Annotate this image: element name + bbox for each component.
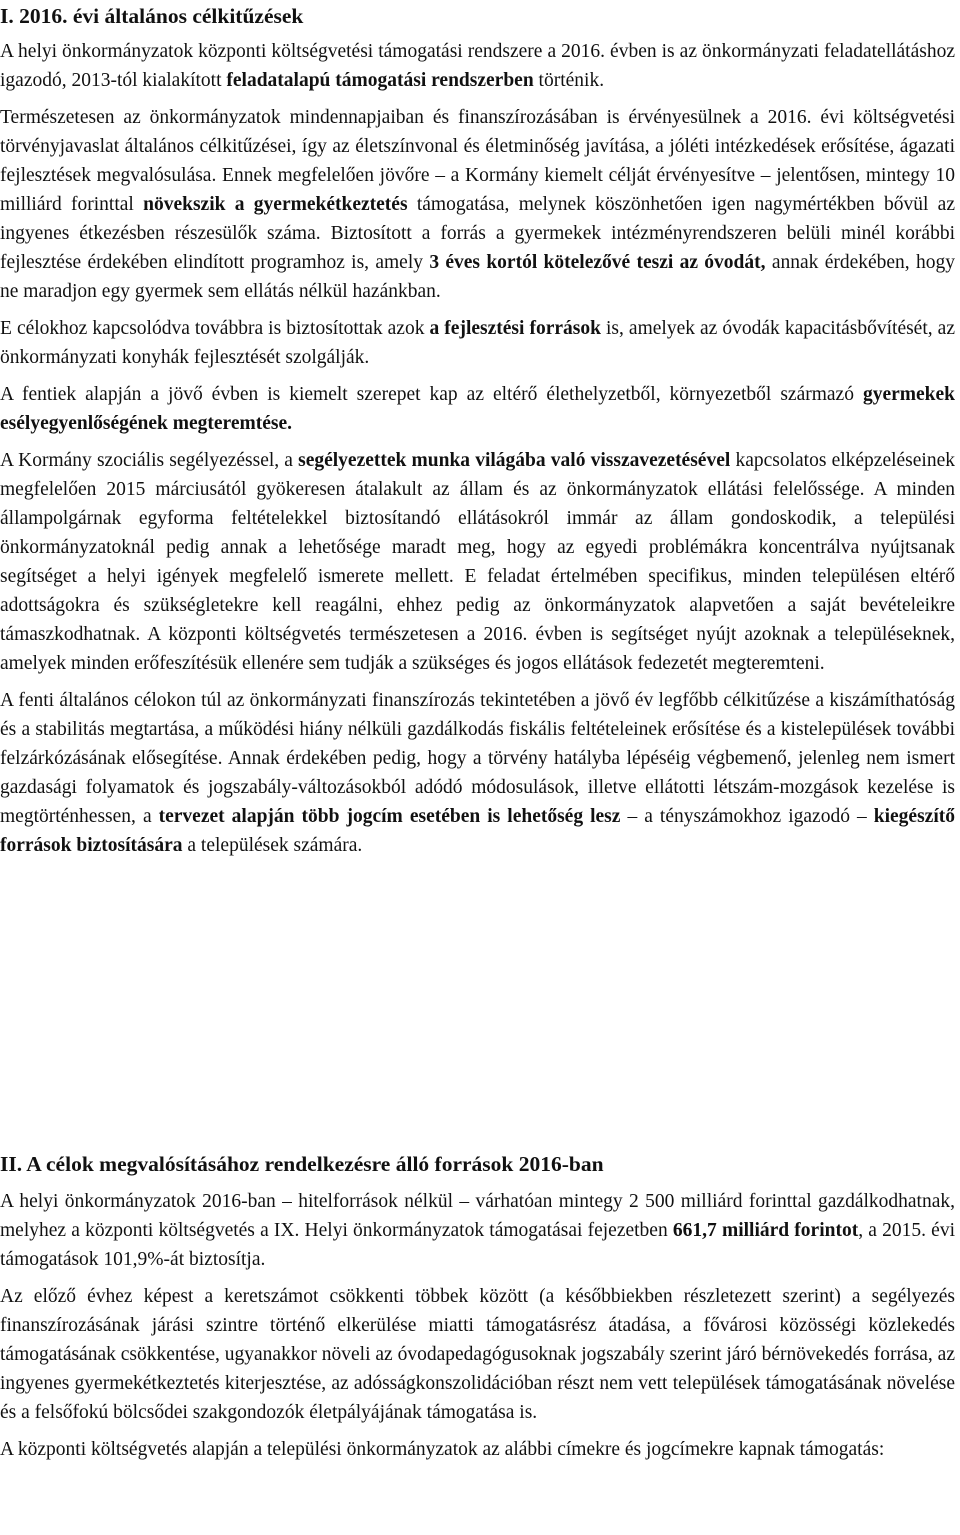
paragraph — [0, 37, 955, 95]
text-run: kapcsolatos elképzeléseinek megfelelően 2015 márciusától gyökeresen átalakult az állam és az önkormányzatok ellátási felelőssége. A minden állampolgárnak egyforma feltételekkel biztosítandó ellátásokról immár az állam gondoskodik, a települési önkormányzatoknál pedig annak a lehetősége maradt meg, hogy az egyedi problémákra koncentrálva nyújtsanak segítséget a helyi igények megfelelő ismerete mellett. E feladat értelmében specifikus, minden településen eltérő adottságokra és szükségletekre kell reagálni, ehhez pedig az önkormányzatok alapvetően a saját bevételeikre támaszkodhatnak. A központi költségvetés természetesen a 2016. évben is segítséget nyújt azoknak a településeknek, amelyek minden erőfeszítésük ellenére sem tudják a szükséges és jogos ellátások fedezetét megteremteni. — [0, 450, 956, 674]
bold-text-run: tervezet alapján több jogcím esetében is lehetőség lesz — [158, 806, 621, 827]
bold-text-run: feladatalapú támogatási rendszerben — [226, 70, 534, 91]
text-run: , a 2015. évi támogatások 101,9%-át biztosítja. — [0, 1220, 955, 1270]
text-run: a települések számára. — [182, 835, 363, 856]
text-run: A helyi önkormányzatok 2016-ban – hitelforrások nélkül – várhatóan mintegy 2 500 milliárd forinttal gazdálkodhatnak, melyhez a központi költségvetés a IX. Helyi önkormányzatok támogatásai fejezetben — [0, 1191, 955, 1241]
text-run: Az előző évhez képest a keretszámot csökkenti többek között (a későbbiekben részletezett szerint) a segélyezés finanszírozásának járási szintre történő elkerülése miatti támogatásrész átadása, a fővárosi közösségi közlekedés támogatásának csökkentése, ugyanakkor növeli az óvodapedagógusoknak jogszabály szerint járó bérnövekedés forrása, az ingyenes gyermekétkeztetés kiterjesztése, az adósságkonszolidációban részt nem vett települések támogatásának növelése és a felsőfokú bölcsődei szakgondozók életpályájának támogatása is. — [0, 1286, 955, 1423]
text-run: A Kormány szociális segélyezéssel, a — [0, 450, 299, 471]
paragraph — [0, 314, 955, 372]
text-run: A fenti általános célokon túl az önkormányzati finanszírozás tekintetében a jövő év legfőbb célkitűzése a kiszámíthatóság és a stabilitás megtartása, a működési hiány nélküli gazdálkodás fiskális feltételeinek erősítése és a kistelepülések további felzárkózásának elősegítése. Annak érdekében pedig, hogy a törvény hatályba lépéséig végbemenő, jelenleg nem ismert gazdasági folyamatok és jogszabály-változásokból adódó módosulások, illetve ellátotti létszám-mozgások kezelése is megtörténhessen, a — [0, 690, 955, 827]
text-run: történik. — [533, 70, 605, 91]
paragraph — [0, 380, 955, 438]
section-1-heading: I. 2016. évi általános célkitűzések — [0, 4, 304, 28]
section-1-body — [0, 37, 955, 868]
text-run: támogatása, melynek köszönhetően igen nagymértékben bővül az ingyenes étkezésben részesülők száma. Biztosított a forrás a gyermekek intézményrendszeren belüli minél korábbi fejlesztése érdekében elindított programhoz is, amely — [0, 194, 955, 273]
text-run: A helyi önkormányzatok központi költségvetési támogatási rendszere a 2016. évben is az önkormányzati feladatellátáshoz igazodó, 2013-tól kialakított — [0, 41, 955, 91]
paragraph — [0, 686, 955, 860]
bold-text-run: segélyezettek munka világába való visszavezetésével — [298, 450, 731, 471]
bold-text-run: gyermekek esélyegyenlőségének megteremtése. — [0, 384, 955, 434]
text-run: is, amelyek az óvodák kapacitásbővítését, az önkormányzati konyhák fejlesztését szolgálják. — [0, 318, 955, 368]
bold-text-run: kiegészítő források biztosítására — [0, 806, 955, 856]
section-2-heading: II. A célok megvalósításához rendelkezésre álló források 2016-ban — [0, 1152, 604, 1176]
paragraph — [0, 1435, 955, 1464]
bold-text-run: a fejlesztési források — [429, 318, 601, 339]
paragraph — [0, 1282, 955, 1427]
bold-text-run: növekszik a gyermekétkeztetés — [143, 194, 408, 215]
text-run: A fentiek alapján a jövő évben is kiemelt szerepet kap az eltérő élethelyzetből, környezetből származó — [0, 384, 863, 405]
text-run: A központi költségvetés alapján a települési önkormányzatok az alábbi címekre és jogcímekre kapnak támogatás: — [0, 1439, 885, 1460]
text-run: E célokhoz kapcsolódva továbbra is biztosítottak azok — [0, 318, 430, 339]
paragraph — [0, 1187, 955, 1274]
paragraph — [0, 103, 955, 306]
text-run: – a tényszámokhoz igazodó – — [620, 806, 874, 827]
bold-text-run: 3 éves kortól kötelezővé teszi az óvodát, — [429, 252, 766, 273]
text-run: annak érdekében, hogy ne maradjon egy gyermek sem ellátás nélkül hazánkban. — [0, 252, 955, 302]
section-2-body — [0, 1187, 955, 1472]
paragraph — [0, 446, 955, 678]
text-run: Természetesen az önkormányzatok mindennapjaiban és finanszírozásában is érvényesülnek a 2016. évi költségvetési törvényjavaslat általános célkitűzései, így az életszínvonal és életminőség javítása, a jóléti intézkedések erősítése, ágazati fejlesztések megvalósulása. Ennek megfelelően jövőre – a Kormány kiemelt célját érvényesítve – jelentősen, mintegy 10 milliárd forinttal — [0, 107, 955, 215]
bold-text-run: 661,7 milliárd forintot — [672, 1220, 859, 1241]
